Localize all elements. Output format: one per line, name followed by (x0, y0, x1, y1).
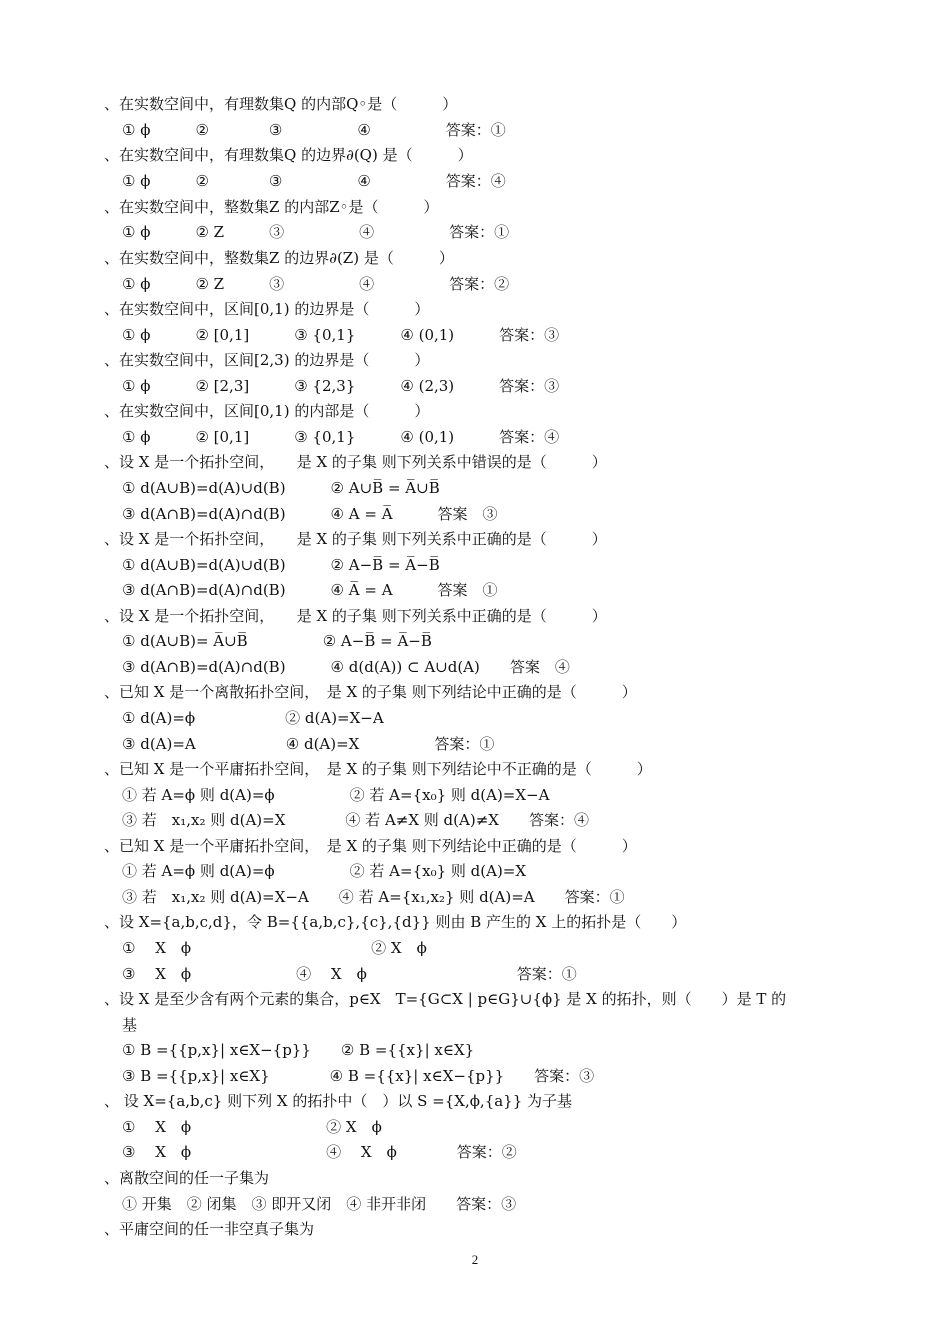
question-continuation: 基 (122, 1016, 138, 1034)
options-line: ① 若 A=ϕ 则 d(A)=ϕ ② 若 A={x₀} 则 d(A)=X (122, 862, 527, 880)
options-line: ① X ϕ ② X ϕ (122, 1118, 382, 1136)
options-line: ① d(A∪B)=d(A)∪d(B) ② A−B̅ = A̅−B̅ (122, 556, 440, 574)
options-line: ① ϕ ② [0,1] ③ {0,1} ④ (0,1) 答案：③ (122, 326, 560, 344)
options-line: ③ X ϕ ④ X ϕ 答案：② (122, 1143, 517, 1161)
options-line: ③ d(A∩B)=d(A)∩d(B) ④ A̅ = A 答案 ① (122, 581, 498, 599)
question-line: 、设 X 是一个拓扑空间， 是 X 的子集 则下列关系中错误的是（ ） (104, 453, 607, 471)
options-line: ③ 若 x₁,x₂ 则 d(A)=X ④ 若 A≠X 则 d(A)≠X 答案：④ (122, 811, 589, 829)
options-line: ① d(A∪B)=d(A)∪d(B) ② A∪B̅ = A̅∪B̅ (122, 479, 440, 497)
options-line: ① 若 A=ϕ 则 d(A)=ϕ ② 若 A={x₀} 则 d(A)=X−A (122, 786, 550, 804)
question-line: 、在实数空间中，有理数集Q 的边界∂(Q) 是（ ） (104, 146, 473, 164)
options-line: ③ d(A∩B)=d(A)∩d(B) ④ d(d(A)) ⊂ A∪d(A) 答案 ④ (122, 658, 570, 676)
options-line: ① d(A∪B)= A̅∪B̅ ② A−B̅ = A̅−B̅ (122, 632, 432, 650)
options-line: ① d(A)=ϕ ② d(A)=X−A (122, 709, 384, 727)
question-line: 、设 X 是至少含有两个元素的集合，p∈X T={G⊂X | p∈G}∪{ϕ} 是 X 的拓扑，则（ ）是 T 的 (104, 990, 787, 1008)
question-line: 、在实数空间中，区间[0,1) 的内部是（ ） (104, 402, 430, 420)
question-line: 、在实数空间中，整数集Z 的内部Z◦是（ ） (104, 198, 439, 216)
question-line: 、 设 X={a,b,c} 则下列 X 的拓扑中（ ）以 S ={X,ϕ,{a}} 为子基 (104, 1092, 573, 1110)
options-line: ③ 若 x₁,x₂ 则 d(A)=X−A ④ 若 A={x₁,x₂} 则 d(A)=A 答案：① (122, 888, 625, 906)
options-line: ① ϕ ② [0,1] ③ {0,1} ④ (0,1) 答案：④ (122, 428, 560, 446)
question-line: 、设 X 是一个拓扑空间， 是 X 的子集 则下列关系中正确的是（ ） (104, 530, 607, 548)
options-line: ③ B ={{p,x}| x∈X} ④ B ={{x}| x∈X−{p}} 答案：③ (122, 1067, 595, 1085)
options-line: ① ϕ ② Z ③ ④ 答案：② (122, 275, 510, 293)
options-line: ① ϕ ② [2,3] ③ {2,3} ④ (2,3) 答案：③ (122, 377, 560, 395)
page-number: 2 (471, 1252, 479, 1267)
question-line: 、离散空间的任一子集为 (104, 1169, 270, 1187)
options-line: ① ϕ ② ③ ④ 答案：④ (122, 172, 506, 190)
options-line: ③ X ϕ ④ X ϕ 答案：① (122, 965, 577, 983)
question-line: 、已知 X 是一个平庸拓扑空间， 是 X 的子集 则下列结论中正确的是（ ） (104, 837, 637, 855)
question-line: 、平庸空间的任一非空真子集为 (104, 1220, 315, 1238)
question-line: 、在实数空间中，有理数集Q 的内部Q◦是（ ） (104, 95, 458, 113)
options-line: ① ϕ ② Z ③ ④ 答案：① (122, 223, 510, 241)
options-line: ③ d(A)=A ④ d(A)=X 答案：① (122, 735, 495, 753)
question-line: 、已知 X 是一个离散拓扑空间， 是 X 的子集 则下列结论中正确的是（ ） (104, 683, 637, 701)
options-line: ① B ={{p,x}| x∈X−{p}} ② B ={{x}| x∈X} (122, 1041, 475, 1059)
options-line: ① X ϕ ② X ϕ (122, 939, 427, 957)
options-line: ① 开集 ② 闭集 ③ 即开又闭 ④ 非开非闭 答案：③ (122, 1195, 517, 1213)
question-line: 、在实数空间中，区间[2,3) 的边界是（ ） (104, 351, 430, 369)
question-line: 、设 X={a,b,c,d}，令 B={{a,b,c},{c},{d}} 则由 B 产生的 X 上的拓扑是（ ） (104, 913, 687, 931)
question-line: 、在实数空间中，区间[0,1) 的边界是（ ） (104, 300, 430, 318)
question-line: 、已知 X 是一个平庸拓扑空间， 是 X 的子集 则下列结论中不正确的是（ ） (104, 760, 652, 778)
question-line: 、设 X 是一个拓扑空间， 是 X 的子集 则下列关系中正确的是（ ） (104, 607, 607, 625)
options-line: ① ϕ ② ③ ④ 答案：① (122, 121, 506, 139)
options-line: ③ d(A∩B)=d(A)∩d(B) ④ A = A̅ 答案 ③ (122, 505, 498, 523)
question-line: 、在实数空间中，整数集Z 的边界∂(Z) 是（ ） (104, 249, 454, 267)
